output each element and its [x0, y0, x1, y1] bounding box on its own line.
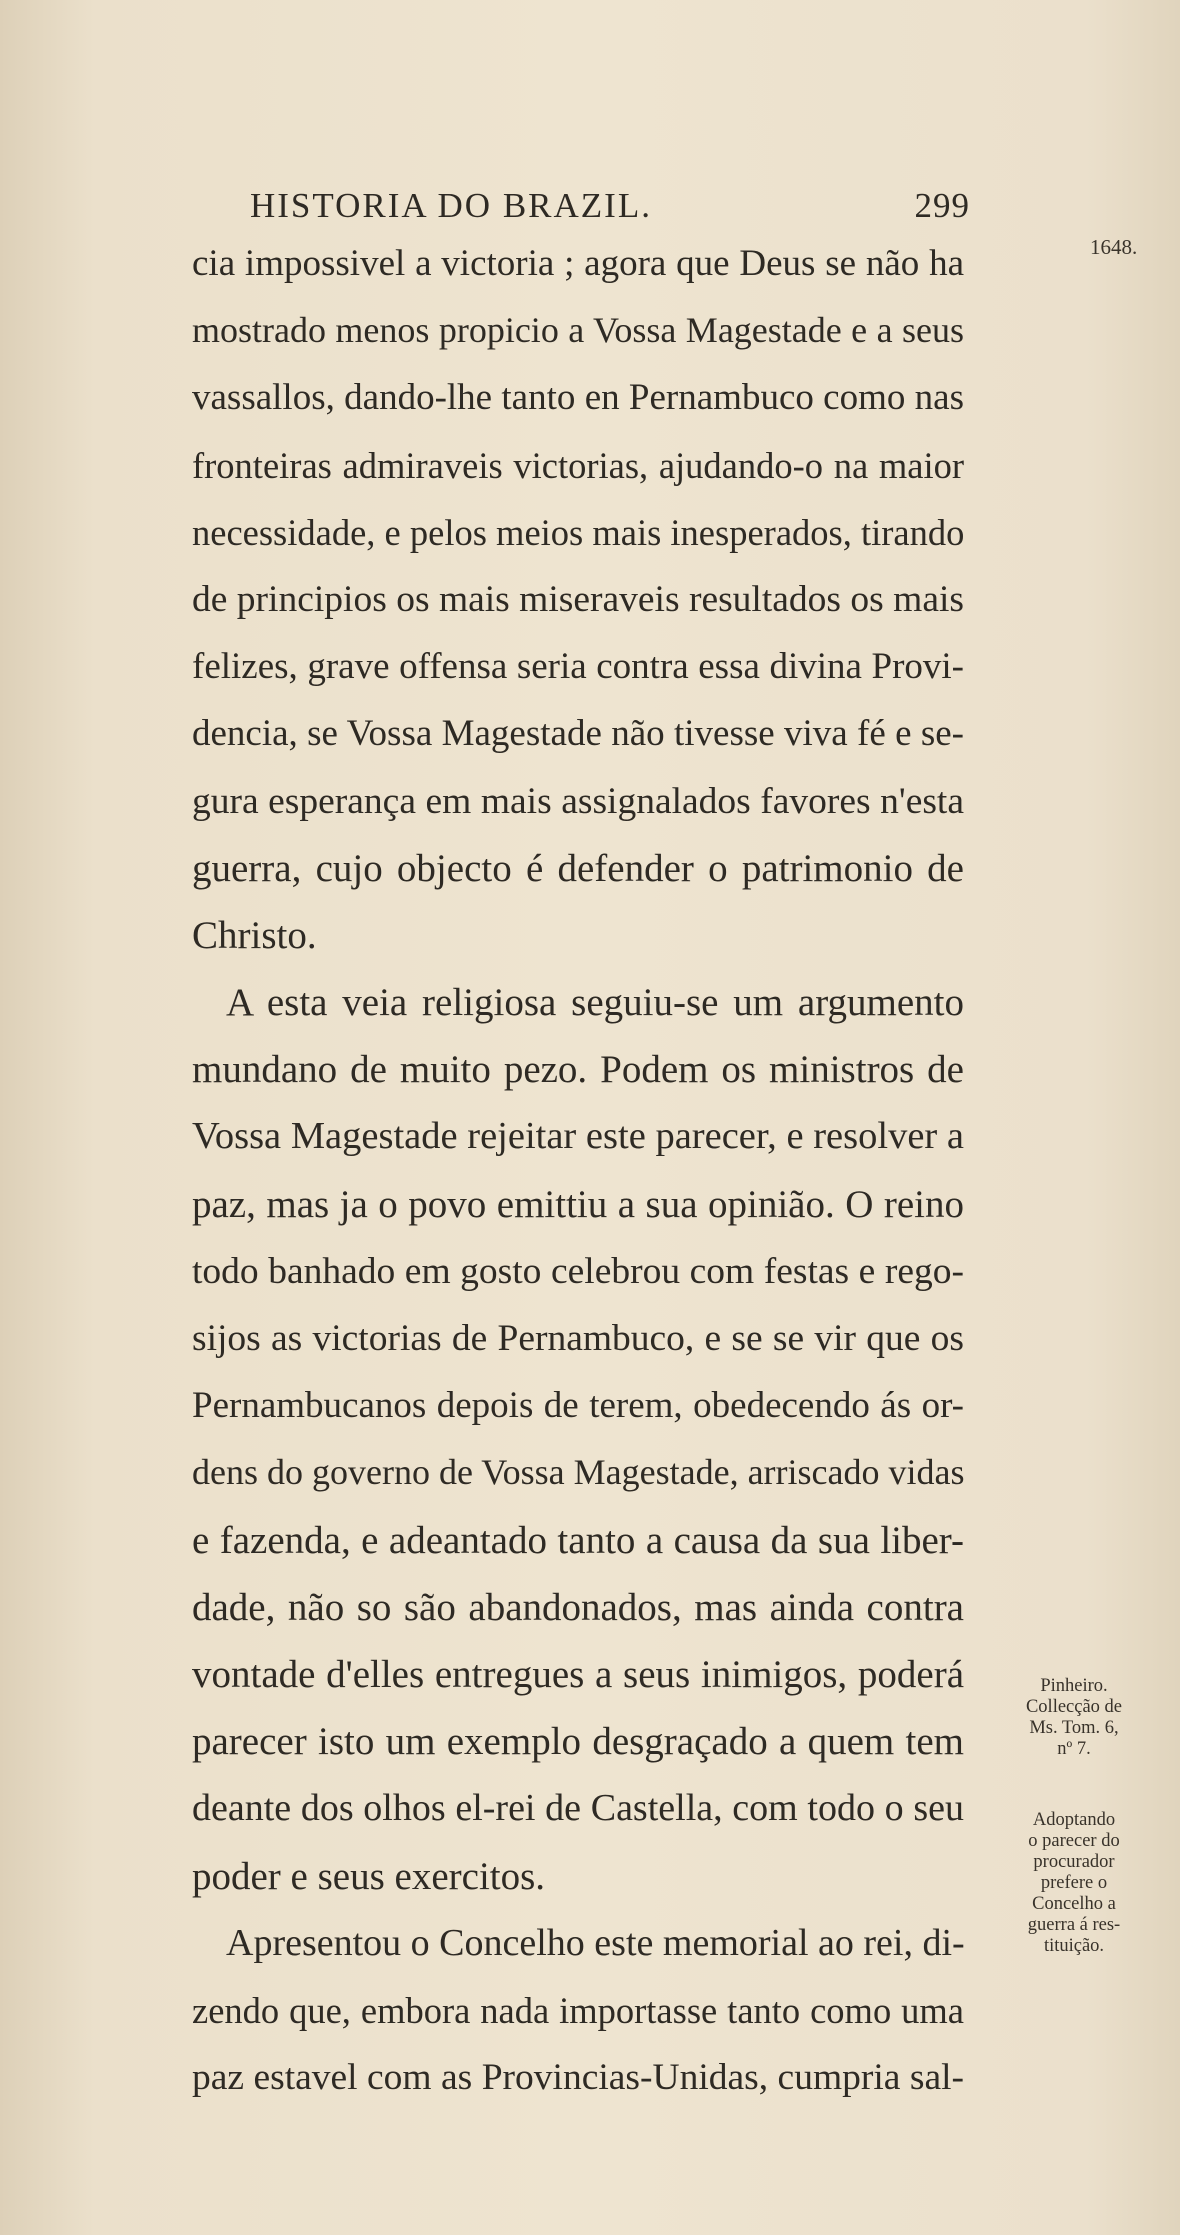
- margin-year: 1648.: [1090, 235, 1138, 259]
- margin-note-line: nº 7.: [1057, 1739, 1091, 1759]
- margin-note-line: guerra á res-: [1027, 1915, 1121, 1935]
- text-line: dade, não so são abandonados, mas ainda contra: [192, 1585, 964, 1629]
- text-line: sijos as victorias de Pernambuco, e se se vir que os: [192, 1318, 964, 1359]
- text-line: vontade d'elles entregues a seus inimigos, poderá: [192, 1652, 964, 1696]
- text-line: mostrado menos propicio a Vossa Magestade e a seus: [192, 310, 964, 351]
- text-line: gura esperança em mais assignalados favores n'esta: [192, 780, 964, 822]
- margin-note-summary: [974, 1810, 1174, 1957]
- margin-note-line: prefere o: [1040, 1873, 1108, 1893]
- text-line: dens do governo de Vossa Magestade, arriscado vidas: [192, 1452, 965, 1493]
- running-header: [250, 186, 970, 236]
- text-line: felizes, grave offensa seria contra essa divina Provi-: [192, 646, 964, 688]
- text-line: A esta veia religiosa seguiu-se um argumento: [226, 981, 964, 1025]
- text-line: paz estavel com as Provincias-Unidas, cumpria sal-: [192, 2057, 964, 2099]
- page-number: 299: [914, 186, 970, 225]
- margin-note-line: procurador: [1033, 1852, 1115, 1872]
- margin-note-source: [974, 1676, 1174, 1760]
- text-line: necessidade, e pelos meios mais inesperados, tirando: [192, 511, 965, 553]
- text-line: zendo que, embora nada importasse tanto como uma: [192, 1989, 964, 2031]
- text-line: Vossa Magestade rejeitar este parecer, e resolver a: [192, 1115, 964, 1158]
- text-line: vassallos, dando-lhe tanto en Pernambuco como nas: [192, 377, 964, 419]
- text-line: cia impossivel a victoria ; agora que Deus se não ha: [192, 243, 964, 284]
- text-line: de principios os mais miseraveis resultados os mais: [192, 578, 964, 620]
- text-line: Apresentou o Concelho este memorial ao rei, di-: [226, 1921, 965, 1964]
- margin-note-line: o parecer do: [1028, 1831, 1120, 1851]
- text-line: paz, mas ja o povo emittiu a sua opinião. O reino: [192, 1182, 964, 1226]
- text-line: mundano de muito pezo. Podem os ministros de: [192, 1048, 964, 1092]
- margin-note-line: Adoptando: [1032, 1810, 1116, 1830]
- text-line: dencia, se Vossa Magestade não tivesse viva fé e se-: [192, 713, 964, 755]
- body-text: [192, 230, 964, 2111]
- text-line: deante dos olhos el-rei de Castella, com todo o seu: [192, 1787, 964, 1830]
- margin-note-line: tituição.: [1043, 1936, 1105, 1956]
- margin-note-line: Concelho a: [1032, 1894, 1116, 1914]
- text-line: Pernambucanos depois de terem, obedecendo ás or-: [192, 1385, 964, 1427]
- text-line: guerra, cujo objecto é defender o patrimonio de: [192, 846, 964, 890]
- running-title: HISTORIA DO BRAZIL.: [250, 186, 652, 225]
- text-line: fronteiras admiraveis victorias, ajudando-o na maior: [192, 444, 964, 486]
- margin-note-line: Ms. Tom. 6,: [1029, 1718, 1119, 1738]
- text-line: poder e seus exercitos.: [192, 1854, 546, 1898]
- text-line: e fazenda, e adeantado tanto a causa da sua liber-: [192, 1518, 964, 1562]
- margin-note-line: Pinheiro.: [1040, 1676, 1108, 1696]
- text-line: todo banhado em gosto celebrou com festas e rego-: [192, 1250, 964, 1292]
- text-line: Christo.: [192, 913, 317, 957]
- margin-note-line: Collecção de: [1025, 1697, 1123, 1717]
- text-line: parecer isto um exemplo desgraçado a quem tem: [192, 1720, 964, 1764]
